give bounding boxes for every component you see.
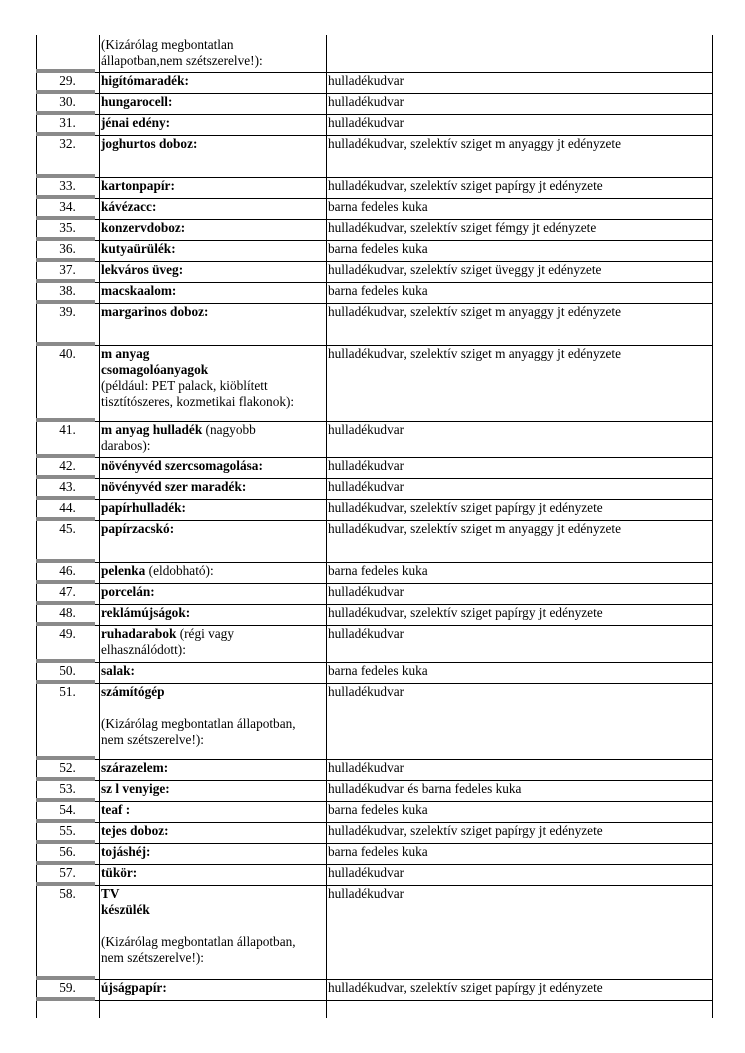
item-name-cell — [101, 73, 325, 89]
item-name-line — [101, 262, 325, 278]
row-number: 38. — [59, 283, 76, 298]
disposal-destination: hulladékudvar és barna fedeles kuka — [328, 781, 522, 796]
item-name-cell — [101, 115, 325, 131]
item-name-line — [101, 500, 325, 516]
item-name-line — [101, 626, 325, 642]
item-note: (régi vagy — [176, 626, 234, 641]
item-name-line — [101, 823, 325, 839]
item-name: sz l venyige: — [101, 781, 170, 796]
disposal-destination: hulladékudvar — [328, 73, 405, 88]
item-name: jénai edény: — [101, 115, 171, 130]
top-cell-line: állapotban,nem szétszerelve!): — [101, 53, 263, 68]
row-number: 44. — [59, 500, 76, 515]
item-name-line — [101, 346, 325, 362]
item-name-line — [101, 220, 325, 236]
item-name-cell — [101, 760, 325, 776]
item-name-line — [101, 886, 325, 902]
item-name-cell — [101, 605, 325, 621]
row-number: 31. — [59, 115, 76, 130]
row-number: 30. — [59, 94, 76, 109]
disposal-destination: hulladékudvar — [328, 760, 405, 775]
disposal-destination: barna fedeles kuka — [328, 663, 428, 678]
row-number: 43. — [59, 479, 76, 494]
row-number: 39. — [59, 304, 76, 319]
row-number: 59. — [59, 980, 76, 995]
row-number: 50. — [59, 663, 76, 678]
row-number: 54. — [59, 802, 76, 817]
item-name-cell — [101, 684, 325, 748]
item-name-line — [101, 458, 325, 474]
item-name-cell — [101, 626, 325, 658]
item-name-line — [101, 563, 325, 579]
item-name: kartonpapír: — [101, 178, 175, 193]
row-number: 29. — [59, 73, 76, 88]
item-name: joghurtos doboz: — [101, 136, 198, 151]
item-note-line: nem szétszerelve!): — [101, 732, 204, 747]
item-name-cell — [101, 563, 325, 579]
row-number: 56. — [59, 844, 76, 859]
disposal-destination: hulladékudvar, szelektív sziget üveggy jt edényzete — [328, 262, 602, 277]
item-name-cell — [101, 823, 325, 839]
item-name: pelenka — [101, 563, 146, 578]
disposal-destination: barna fedeles kuka — [328, 283, 428, 298]
item-name-cell — [101, 178, 325, 194]
item-name-line — [101, 94, 325, 110]
item-name-cell — [101, 283, 325, 299]
item-name-line — [101, 605, 325, 621]
disposal-destination: hulladékudvar — [328, 584, 405, 599]
item-name: növényvéd szercsomagolása: — [101, 458, 263, 473]
item-name: teaf : — [101, 802, 131, 817]
item-note-line: nem szétszerelve!): — [101, 950, 204, 965]
disposal-destination: hulladékudvar — [328, 422, 405, 437]
item-note-line: darabos): — [101, 438, 151, 453]
item-name: csomagolóanyagok — [101, 362, 209, 377]
row-number: 32. — [59, 136, 76, 151]
item-name: kávézacc: — [101, 199, 157, 214]
item-name: újságpapír: — [101, 980, 167, 995]
disposal-destination: barna fedeles kuka — [328, 802, 428, 817]
top-cell-line: (Kizárólag megbontatlan — [101, 37, 234, 52]
row-number: 35. — [59, 220, 76, 235]
item-name-cell — [101, 500, 325, 516]
item-name: macskaalom: — [101, 283, 177, 298]
disposal-destination: hulladékudvar — [328, 94, 405, 109]
item-name: lekváros üveg: — [101, 262, 184, 277]
disposal-destination: hulladékudvar — [328, 479, 405, 494]
item-name-cell — [101, 865, 325, 881]
item-name-cell — [101, 479, 325, 495]
column-divider-item — [326, 35, 327, 1018]
item-name-cell — [101, 663, 325, 679]
disposal-destination: hulladékudvar, szelektív sziget papírgy jt edényzete — [328, 823, 603, 838]
item-name-cell — [101, 422, 325, 454]
disposal-destination: hulladékudvar, szelektív sziget papírgy jt edényzete — [328, 178, 603, 193]
item-note-line: (Kizárólag megbontatlan állapotban, — [101, 934, 296, 949]
row-number: 34. — [59, 199, 76, 214]
item-note-line: tisztítószeres, kozmetikai flakonok): — [101, 394, 295, 409]
disposal-destination: barna fedeles kuka — [328, 199, 428, 214]
item-name-cell — [101, 781, 325, 797]
item-name-cell — [101, 220, 325, 236]
item-name-cell — [101, 521, 325, 537]
item-name-line — [101, 902, 325, 918]
item-name-line — [101, 304, 325, 320]
row-number: 49. — [59, 626, 76, 641]
row-number: 55. — [59, 823, 76, 838]
item-name: számítógép — [101, 684, 165, 699]
item-note-line: (például: PET palack, kiöblített — [101, 378, 268, 393]
item-name-cell — [101, 886, 325, 966]
item-name-line — [101, 684, 325, 700]
item-note-line — [101, 700, 325, 716]
item-name: reklámújságok: — [101, 605, 191, 620]
item-name-line — [101, 781, 325, 797]
item-name-cell — [101, 94, 325, 110]
row-number: 47. — [59, 584, 76, 599]
item-name-line — [101, 115, 325, 131]
item-name-line — [101, 136, 325, 152]
item-name-line — [101, 199, 325, 215]
item-name-line — [101, 73, 325, 89]
item-name-cell — [101, 304, 325, 320]
item-name: papírhulladék: — [101, 500, 186, 515]
item-name-line — [101, 760, 325, 776]
disposal-destination: barna fedeles kuka — [328, 563, 428, 578]
row-number: 45. — [59, 521, 76, 536]
item-note-line: (Kizárólag megbontatlan állapotban, — [101, 716, 296, 731]
item-note: (eldobható): — [145, 563, 214, 578]
disposal-destination: hulladékudvar — [328, 115, 405, 130]
disposal-destination: hulladékudvar — [328, 684, 405, 699]
item-name-line — [101, 865, 325, 881]
table-end-line — [36, 1000, 713, 1001]
row-number: 52. — [59, 760, 76, 775]
row-number: 53. — [59, 781, 76, 796]
item-name: salak: — [101, 663, 135, 678]
row-shade-bar — [36, 997, 95, 1001]
item-name: m anyag — [101, 346, 150, 361]
column-divider-number — [99, 35, 100, 1018]
row-number: 58. — [59, 886, 76, 901]
row-number: 40. — [59, 346, 76, 361]
item-name: tükör: — [101, 865, 138, 880]
disposal-destination: barna fedeles kuka — [328, 241, 428, 256]
item-name-cell — [101, 199, 325, 215]
disposal-destination: hulladékudvar — [328, 886, 405, 901]
item-name: kutyaürülék: — [101, 241, 176, 256]
item-name-cell — [101, 844, 325, 860]
item-name-cell — [101, 136, 325, 152]
item-name: szárazelem: — [101, 760, 169, 775]
disposal-destination: hulladékudvar, szelektív sziget fémgy jt edényzete — [328, 220, 597, 235]
row-number: 42. — [59, 458, 76, 473]
item-name-line — [101, 584, 325, 600]
item-name-cell — [101, 262, 325, 278]
disposal-destination: hulladékudvar, szelektív sziget m anyaggy jt edényzete — [328, 304, 621, 319]
row-number: 36. — [59, 241, 76, 256]
disposal-destination: barna fedeles kuka — [328, 844, 428, 859]
item-name: m anyag hulladék — [101, 422, 203, 437]
item-name-cell — [101, 802, 325, 818]
item-name: konzervdoboz: — [101, 220, 186, 235]
item-name-line — [101, 283, 325, 299]
row-number: 46. — [59, 563, 76, 578]
item-name-line — [101, 521, 325, 537]
item-name: tojáshéj: — [101, 844, 151, 859]
item-name-line — [101, 844, 325, 860]
item-name: margarinos doboz: — [101, 304, 209, 319]
item-name-cell — [101, 458, 325, 474]
item-name-line — [101, 802, 325, 818]
disposal-destination: hulladékudvar, szelektív sziget papírgy jt edényzete — [328, 500, 603, 515]
disposal-destination: hulladékudvar, szelektív sziget m anyaggy jt edényzete — [328, 521, 621, 536]
top-cell-note — [101, 37, 325, 69]
disposal-destination: hulladékudvar — [328, 458, 405, 473]
item-name-line — [101, 178, 325, 194]
row-number: 51. — [59, 684, 76, 699]
disposal-destination: hulladékudvar, szelektív sziget m anyaggy jt edényzete — [328, 346, 621, 361]
item-name-line — [101, 479, 325, 495]
row-number: 57. — [59, 865, 76, 880]
disposal-destination: hulladékudvar, szelektív sziget papírgy jt edényzete — [328, 980, 603, 995]
item-name: papírzacskó: — [101, 521, 175, 536]
item-name: növényvéd szer maradék: — [101, 479, 247, 494]
item-name: hungarocell: — [101, 94, 173, 109]
item-name-cell — [101, 584, 325, 600]
item-note-line — [101, 918, 325, 934]
row-number: 41. — [59, 422, 76, 437]
row-number: 37. — [59, 262, 76, 277]
item-name: higítómaradék: — [101, 73, 189, 88]
item-note: (nagyobb — [202, 422, 256, 437]
item-name-line — [101, 362, 325, 378]
row-number: 48. — [59, 605, 76, 620]
item-note-line: elhasználódott): — [101, 642, 186, 657]
item-name: porcelán: — [101, 584, 155, 599]
item-name: tejes doboz: — [101, 823, 169, 838]
item-name-line — [101, 663, 325, 679]
item-name-cell — [101, 346, 325, 410]
disposal-destination: hulladékudvar — [328, 865, 405, 880]
item-name-line — [101, 241, 325, 257]
item-name: TV — [101, 886, 120, 901]
item-name-line — [101, 980, 325, 996]
item-name: ruhadarabok — [101, 626, 177, 641]
disposal-destination: hulladékudvar, szelektív sziget papírgy jt edényzete — [328, 605, 603, 620]
item-name-cell — [101, 980, 325, 996]
item-name-line — [101, 422, 325, 438]
item-name-cell — [101, 241, 325, 257]
disposal-destination: hulladékudvar — [328, 626, 405, 641]
disposal-destination: hulladékudvar, szelektív sziget m anyaggy jt edényzete — [328, 136, 621, 151]
row-number: 33. — [59, 178, 76, 193]
item-name: készülék — [101, 902, 150, 917]
